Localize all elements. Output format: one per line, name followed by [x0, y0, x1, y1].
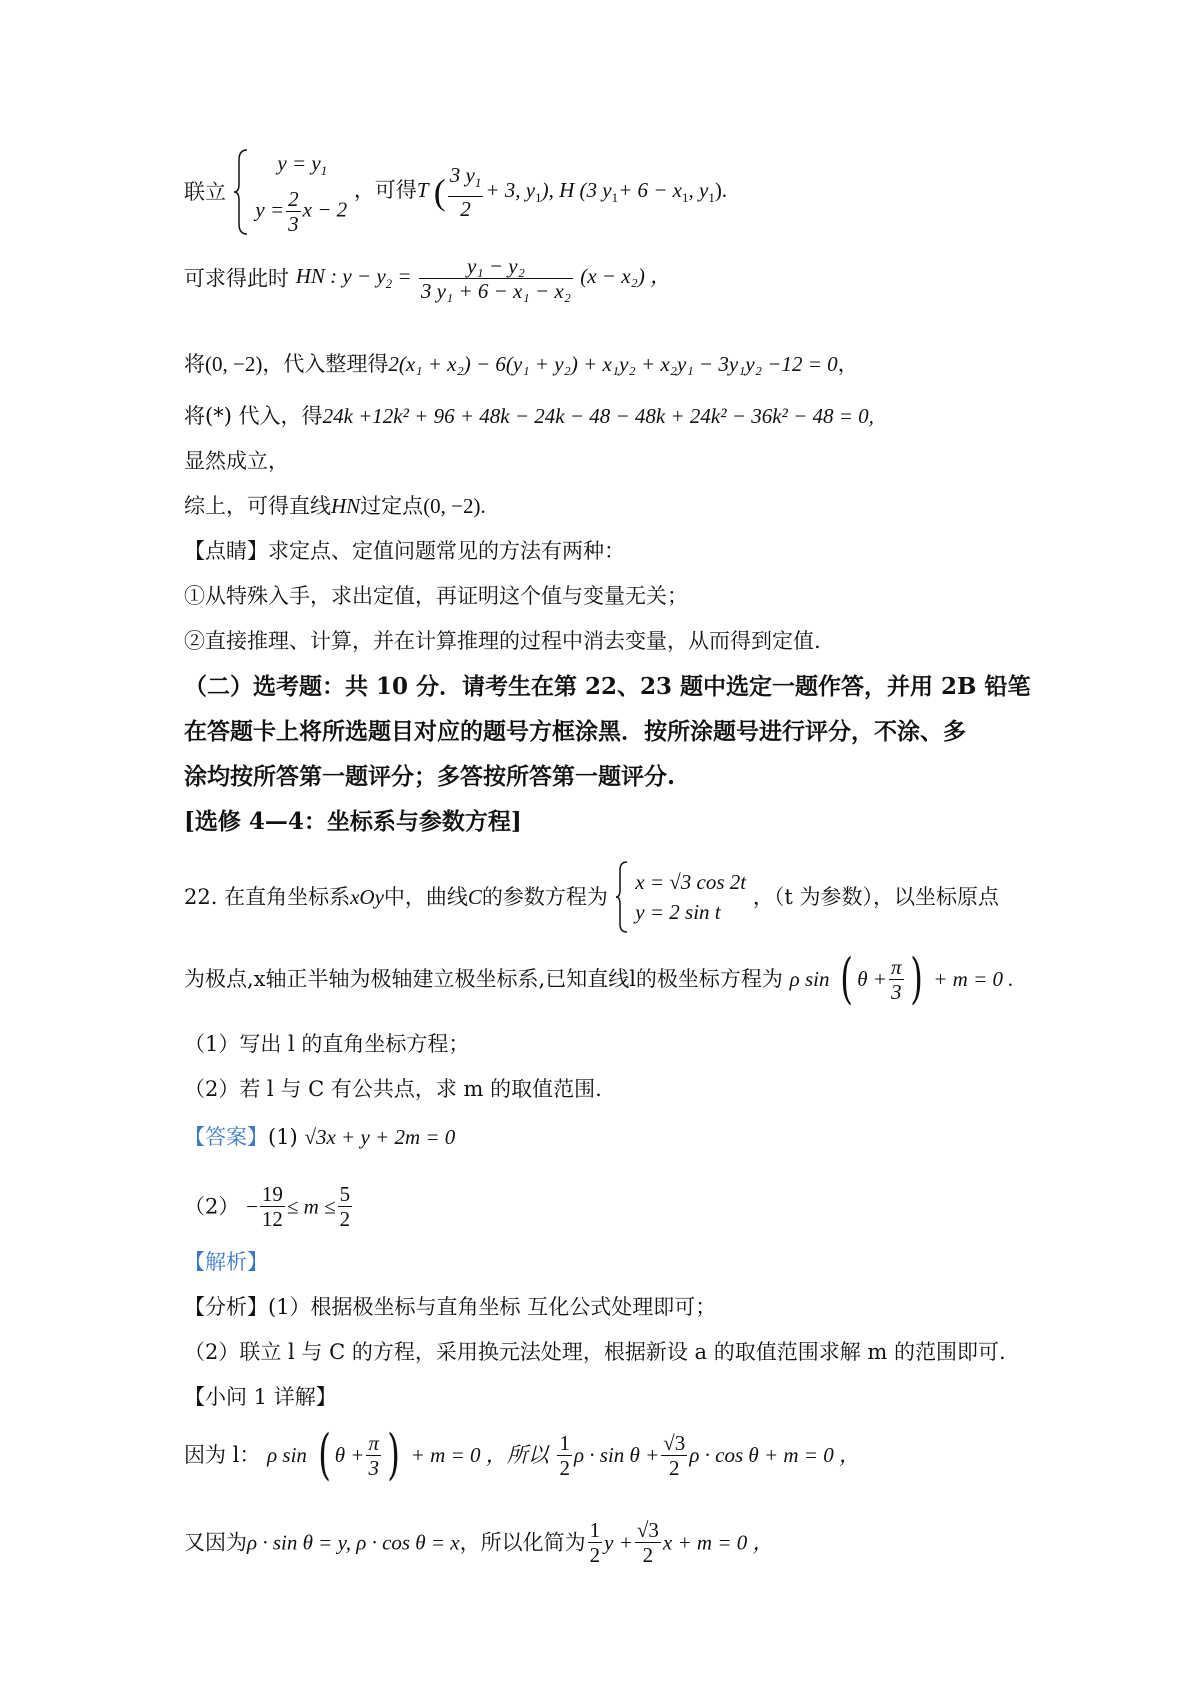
eq-y: y = 2 sin t	[635, 900, 721, 924]
analysis-2	[184, 1337, 1006, 1367]
answer-2	[184, 1182, 354, 1231]
text: x + m = 0 ，	[662, 1530, 774, 1555]
fraction: $\frac{2}{3}$	[288, 186, 299, 236]
point: (0, −2).	[423, 494, 486, 518]
fraction: $\frac{1}{2}$	[589, 1518, 601, 1567]
xoy: xOy	[350, 885, 384, 909]
part-1	[184, 1029, 469, 1059]
text: 可求得此时	[184, 266, 289, 291]
text: 【小问 1 详解】	[184, 1385, 337, 1409]
eq-b-left: y =	[255, 196, 285, 221]
text: [选修 4—4：坐标系与参数方程]	[184, 808, 522, 835]
analysis-1	[184, 1292, 716, 1322]
equation-system: $y = y_1$ y = $\frac{2}{3}$ x − 2	[255, 151, 348, 236]
label: （2）	[184, 1194, 240, 1219]
rho-sin: ρ sin	[789, 967, 830, 991]
fraction: $\frac{\pi}{3}$	[890, 954, 902, 1004]
text: 联立	[184, 180, 226, 204]
fraction: $\frac{√3}{2}$	[636, 1518, 659, 1567]
ineq: ≤ m ≤	[286, 1194, 336, 1219]
equation: 24k +12k² + 96 + 48k − 24k − 48 − 48k + 24k² − 36k² − 48 = 0,	[322, 404, 874, 428]
c: C	[467, 885, 482, 909]
text: 为极点,x轴正半轴为极轴建立极坐标系,已知直线l的极坐标方程为	[184, 967, 783, 991]
left-paren: (	[840, 947, 854, 1010]
label: (1)	[268, 1125, 298, 1149]
answer-1	[184, 1122, 455, 1152]
text: ρ · cos θ + m = 0 ，	[689, 1443, 860, 1467]
line-conclusion	[184, 491, 486, 521]
minus: −	[246, 1194, 258, 1219]
line-dianjing	[184, 536, 625, 566]
text: y +	[604, 1530, 633, 1555]
line-substitute-star	[184, 401, 874, 431]
equation: ρ · sin θ = y, ρ · cos θ = x	[247, 1530, 460, 1555]
text: 综上，可得直线	[184, 494, 331, 518]
text: 的参数方程为	[481, 885, 608, 909]
text: 22. 在直角坐标系	[184, 885, 351, 909]
text: ，（t 为参数），以坐标原点	[752, 885, 999, 909]
text: ，所以化简为	[459, 1530, 586, 1555]
eq-a: y = y	[277, 151, 321, 176]
line-method-1	[184, 581, 688, 611]
section-heading-2	[184, 717, 966, 747]
jiexi-tag	[184, 1247, 268, 1277]
equation: HN : $y - y_2$ = $\frac{\text{y₁ − y₂}}{\text{3 y₁ + 6 − x₁ − x₂}}$ (x − x₂) ，	[295, 254, 672, 303]
line-system	[184, 148, 727, 236]
question-22-polar	[184, 947, 1014, 1010]
text: ①从特殊入手，求出定值，再证明这个值与变量无关；	[184, 584, 688, 608]
text: 将	[184, 352, 205, 376]
text: 涂均按所答第一题评分；多答按所答第一题评分.	[184, 763, 676, 790]
text: 中，曲线	[383, 885, 468, 909]
part-2	[184, 1074, 602, 1104]
line-method-2	[184, 626, 821, 656]
line-holds	[184, 446, 289, 476]
text: （2）联立 l 与 C 的方程，采用换元法处理，根据新设 a 的取值范围求解 m 的范围即可.	[184, 1340, 1006, 1364]
equation: √3x + y + 2m = 0	[304, 1125, 456, 1149]
text: ②直接推理、计算，并在计算推理的过程中消去变量，从而得到定值.	[184, 629, 821, 653]
solution-step-2	[184, 1518, 773, 1567]
eq-x: x = √3 cos 2t	[635, 870, 747, 894]
theta: θ +	[857, 967, 887, 991]
fraction: $\frac{√3}{2}$	[663, 1430, 686, 1480]
text: ，代入整理得	[262, 352, 389, 376]
equation: 2(x₁ + x₂) − 6(y₁ + y₂) + x₁y₂ + x₂y₁ − 3y₁y₂ −12 = 0	[388, 352, 838, 376]
text: + m = 0 ，所以	[410, 1443, 549, 1467]
fraction: $\frac{5}{2}$	[339, 1182, 351, 1231]
hn: HN	[331, 494, 361, 518]
left-paren: (	[317, 1423, 331, 1486]
parametric-system	[635, 867, 746, 927]
text: 又因为	[184, 1530, 247, 1555]
result: ，可得T ( $\frac{3 y_1}{2}$ + 3, $y_1$), H (3 $y_1+ 6 - x_1$, $y_1$).	[353, 163, 728, 221]
text: + m = 0 .	[933, 967, 1014, 991]
text: 过定点	[360, 494, 424, 518]
fraction: $\frac{\pi}{3}$	[368, 1430, 379, 1480]
fraction: $\frac{1}{2}$	[559, 1430, 570, 1480]
text: 在答题卡上将所选题目对应的题号方框涂黑．按所涂题号进行评分，不涂、多	[184, 718, 966, 745]
text: 显然成立，	[184, 449, 289, 473]
section-heading-1	[184, 672, 1031, 702]
rho-sin: ρ sin	[267, 1443, 307, 1467]
text: （1）写出 l 的直角坐标方程；	[184, 1032, 470, 1056]
section-heading-3	[184, 762, 675, 792]
text: 【分析】(1）根据极坐标与直角坐标 互化公式处理即可；	[184, 1295, 717, 1319]
line-substitute	[184, 349, 859, 379]
text: 将(*) 代入，得	[184, 404, 323, 428]
text: （二）选考题：共 10 分．请考生在第 22、23 题中选定一题作答，并用 2B 铅笔	[184, 673, 1031, 700]
answer-tag: 【答案】	[184, 1125, 268, 1149]
text: 【点睛】求定点、定值问题常见的方法有两种：	[184, 539, 625, 563]
question-22	[184, 860, 999, 934]
fraction: $\frac{\text{y₁ − y₂}}{\text{3 y₁ + 6 − x₁ − x₂}}$	[420, 254, 571, 303]
right-paren: )	[909, 947, 923, 1010]
left-brace	[233, 148, 249, 236]
solution-step-1	[184, 1423, 860, 1486]
text: ，	[837, 352, 859, 376]
right-paren: )	[387, 1423, 400, 1486]
text: 【解析】	[184, 1250, 268, 1274]
section-heading-4	[184, 807, 522, 837]
line-hn-equation	[184, 254, 671, 303]
text: ρ · sin θ +	[573, 1443, 660, 1467]
theta: θ +	[334, 1443, 365, 1467]
text: 因为 l：	[184, 1443, 261, 1467]
text: （2）若 l 与 C 有公共点，求 m 的取值范围.	[184, 1077, 602, 1101]
eq-b-right: x − 2	[302, 196, 348, 221]
point: (0, −2)	[205, 352, 263, 376]
subquestion-1-heading	[184, 1382, 337, 1412]
fraction: $\frac{19}{12}$	[261, 1182, 283, 1231]
left-brace	[615, 860, 629, 934]
